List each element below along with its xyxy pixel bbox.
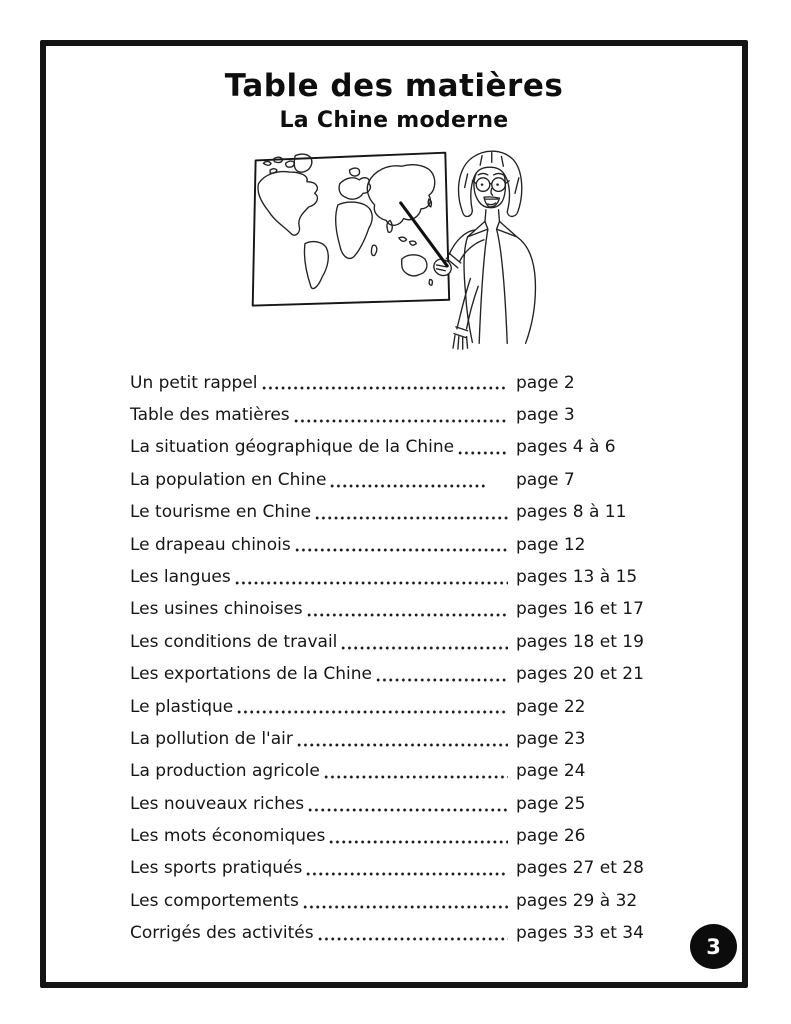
toc-entry bbox=[130, 430, 666, 462]
toc-entry-pages: pages 18 et 19 bbox=[516, 631, 644, 652]
teacher-nose bbox=[491, 188, 493, 195]
toc-entry-pages: page 26 bbox=[516, 826, 586, 847]
collar-right bbox=[497, 221, 517, 236]
toc-entry-pages: page 24 bbox=[516, 761, 586, 782]
toc-dot-leader bbox=[234, 581, 508, 585]
toc-entry-label: Un petit rappel bbox=[130, 372, 258, 393]
toc-dot-leader bbox=[375, 678, 508, 682]
toc-entry bbox=[130, 916, 666, 948]
toc-dot-leader bbox=[261, 386, 509, 390]
toc-entry-label: Les usines chinoises bbox=[130, 599, 303, 620]
header bbox=[46, 68, 742, 133]
toc-entry-label: Les nouveaux riches bbox=[130, 793, 305, 814]
toc-entry bbox=[130, 689, 666, 721]
toc-dot-leader bbox=[340, 646, 508, 650]
toc-dot-leader bbox=[302, 905, 508, 909]
toc-entry-label: La production agricole bbox=[130, 761, 320, 782]
map-continents bbox=[258, 154, 435, 289]
toc-entry-pages: pages 27 et 28 bbox=[516, 858, 644, 879]
teacher-world-map-illustration bbox=[244, 143, 544, 351]
toc-entry bbox=[130, 462, 666, 494]
toc-entry bbox=[130, 495, 666, 527]
toc-entry bbox=[130, 786, 666, 818]
page-number-badge bbox=[690, 924, 737, 969]
toc-entry-label: La situation géographique de la Chine bbox=[130, 437, 455, 458]
toc-entry-pages: page 22 bbox=[516, 696, 586, 717]
toc-entry bbox=[130, 365, 666, 397]
toc-dot-leader bbox=[307, 808, 508, 812]
toc-dot-leader bbox=[306, 613, 508, 617]
toc-entry bbox=[130, 657, 666, 689]
toc-entry-pages: page 23 bbox=[516, 728, 586, 749]
toc-entry-label: Les langues bbox=[130, 566, 231, 587]
teacher-neck bbox=[485, 210, 500, 222]
toc-dot-leader bbox=[293, 419, 508, 423]
page-title: Table des matières bbox=[224, 68, 564, 104]
page-number: 3 bbox=[706, 934, 721, 959]
toc-entry-label: Le tourisme en Chine bbox=[130, 502, 312, 523]
toc-dot-leader bbox=[317, 937, 508, 941]
toc-entry-label: Le plastique bbox=[130, 696, 234, 717]
toc-entry-label: Table des matières bbox=[130, 405, 290, 425]
teacher-world-map-drawing bbox=[244, 143, 544, 351]
toc-entry-pages: page 25 bbox=[516, 793, 586, 814]
toc-entry bbox=[130, 559, 666, 591]
toc-entry-label: Les conditions de travail bbox=[130, 631, 338, 652]
toc-entry-pages: pages 29 à 32 bbox=[516, 890, 638, 911]
toc-entry-label: Les comportements bbox=[130, 890, 299, 911]
toc-entry-pages: pages 16 et 17 bbox=[516, 599, 644, 620]
toc-entry-label: Les exportations de la Chine bbox=[130, 664, 373, 685]
toc-dot-leader bbox=[314, 516, 508, 520]
page-border-frame bbox=[40, 40, 748, 988]
toc-dot-leader bbox=[329, 484, 486, 488]
teacher-figure bbox=[401, 151, 536, 349]
toc-entry bbox=[130, 527, 666, 559]
toc-entry bbox=[130, 883, 666, 915]
toc-entry bbox=[130, 819, 666, 851]
toc-entry-label: Le drapeau chinois bbox=[130, 534, 291, 555]
toc-entry-pages: pages 20 et 21 bbox=[516, 664, 644, 685]
teacher-jacket bbox=[464, 229, 535, 343]
toc-entry bbox=[130, 624, 666, 656]
toc-entry-pages: page 2 bbox=[516, 372, 575, 393]
toc-dot-leader bbox=[236, 710, 508, 714]
toc-dot-leader bbox=[305, 872, 508, 876]
toc-entry-pages: pages 8 à 11 bbox=[516, 502, 627, 523]
toc-dot-leader bbox=[328, 840, 508, 844]
toc-entry bbox=[130, 721, 666, 753]
table-of-contents bbox=[130, 365, 666, 948]
toc-entry bbox=[130, 851, 666, 883]
toc-entry-pages: page 7 bbox=[516, 469, 575, 490]
toc-entry-pages: page 12 bbox=[516, 534, 586, 555]
toc-entry-pages: page 3 bbox=[516, 405, 575, 425]
toc-dot-leader bbox=[296, 743, 508, 747]
pointer-stick bbox=[401, 203, 447, 266]
page-subtitle: La Chine moderne bbox=[279, 108, 509, 133]
toc-entry-label: Les sports pratiqués bbox=[130, 858, 303, 879]
toc-dot-leader bbox=[323, 775, 508, 779]
toc-entry-pages: pages 33 et 34 bbox=[516, 923, 644, 944]
toc-entry-label: La population en Chine bbox=[130, 469, 327, 490]
toc-dot-leader bbox=[294, 548, 508, 552]
toc-dot-leader bbox=[457, 451, 508, 455]
teacher-smile bbox=[484, 197, 499, 207]
toc-entry-label: La pollution de l'air bbox=[130, 728, 293, 749]
toc-entry bbox=[130, 397, 666, 429]
collar-left bbox=[468, 221, 488, 236]
toc-entry bbox=[130, 754, 666, 786]
toc-entry-pages: pages 13 à 15 bbox=[516, 566, 638, 587]
toc-entry-label: Les mots économiques bbox=[130, 826, 326, 847]
toc-entry-label: Corrigés des activités bbox=[130, 923, 314, 944]
toc-entry-pages: pages 4 à 6 bbox=[516, 437, 616, 458]
toc-entry bbox=[130, 592, 666, 624]
